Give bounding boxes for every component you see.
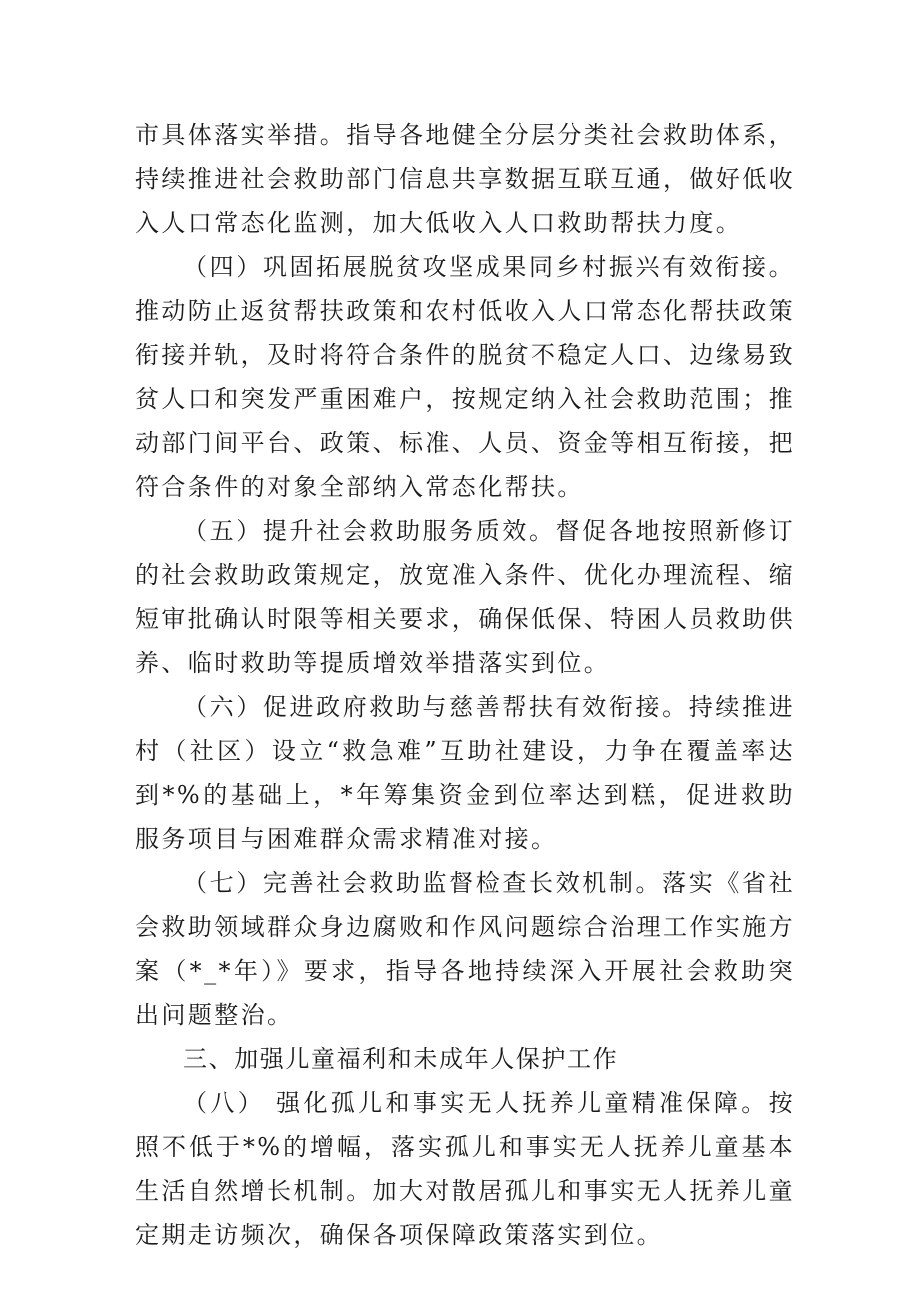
paragraph-continuation: 市具体落实举措。指导各地健全分层分类社会救助体系，持续推进社会救助部门信息共享数据互联互通，做好低收入人口常态化监测，加大低收入人口救助帮扶力度。 <box>135 121 795 237</box>
paragraph-section-6: （六）促进政府救助与慈善帮扶有效衔接。持续推进村（社区）设立“救急难”互助社建设，力争在覆盖率达到*%的基础上，*年筹集资金到位率达到糕，促进救助服务项目与困难群众需求精准对接。 <box>135 693 795 853</box>
section-heading-3: 三、加强儿童福利和未成年人保护工作 <box>183 1045 619 1073</box>
paragraph-section-7: （七）完善社会救助监督检查长效机制。落实《省社会救助领域群众身边腐败和作风问题综合治理工作实施方案（*_*年）》要求，指导各地持续深入开展社会救助突出问题整治。 <box>135 869 795 1029</box>
paragraph-section-8: （八） 强化孤儿和事实无人抚养儿童精准保障。按照不低于*%的增幅，落实孤儿和事实无人抚养儿童基本生活自然增长机制。加大对散居孤儿和事实无人抚养儿童定期走访频次，确保各项保障政策落实到位。 <box>135 1089 795 1249</box>
paragraph-section-5: （五）提升社会救助服务质效。督促各地按照新修订的社会救助政策规定，放宽准入条件、优化办理流程、缩短审批确认时限等相关要求，确保低保、特困人员救助供养、临时救助等提质增效举措落实到位。 <box>135 517 795 677</box>
paragraph-section-4: （四）巩固拓展脱贫攻坚成果同乡村振兴有效衔接。推动防止返贫帮扶政策和农村低收入人口常态化帮扶政策衔接并轨，及时将符合条件的脱贫不稳定人口、边缘易致贫人口和突发严重困难户，按规定纳入社会救助范围；推动部门间平台、政策、标准、人员、资金等相互衔接，把符合条件的对象全部纳入常态化帮扶。 <box>135 253 795 501</box>
document-body <box>135 113 795 1257</box>
